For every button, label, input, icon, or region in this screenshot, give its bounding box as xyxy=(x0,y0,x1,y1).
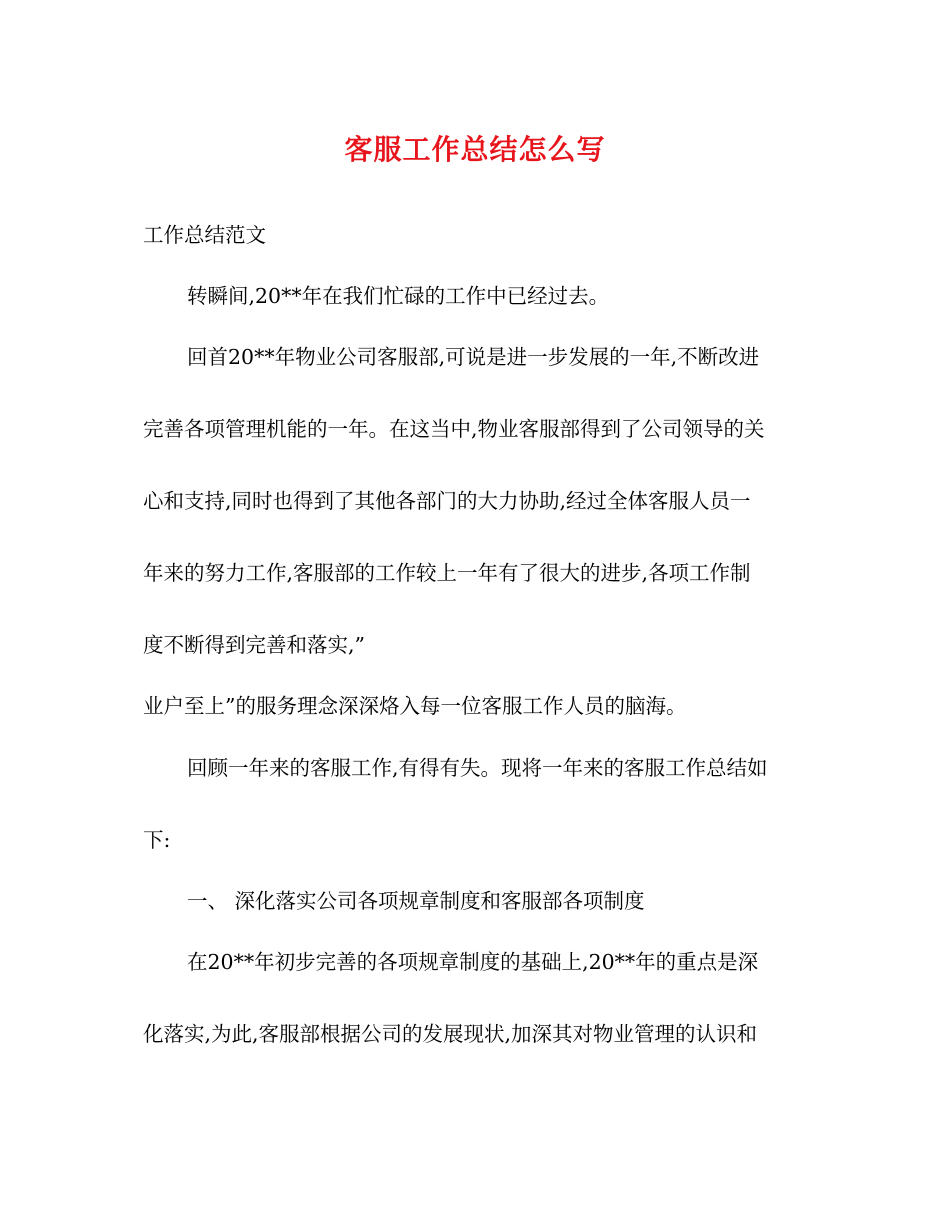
paragraph-line: 下: xyxy=(143,828,171,852)
paragraph-line: 在20**年初步完善的各项规章制度的基础上,20**年的重点是深 xyxy=(187,950,759,974)
document-title: 客服工作总结怎么写 xyxy=(344,133,606,166)
subtitle-line: 工作总结范文 xyxy=(143,223,266,247)
paragraph-line: 完善各项管理机能的一年。在这当中,物业客服部得到了公司领导的关 xyxy=(143,417,765,441)
paragraph-line: 心和支持,同时也得到了其他各部门的大力协助,经过全体客服人员一 xyxy=(143,489,751,513)
paragraph-line: 业户至上”的服务理念深深烙入每一位客服工作人员的脑海。 xyxy=(143,694,687,718)
section-heading: 一、 深化落实公司各项规章制度和客服部各项制度 xyxy=(187,889,645,913)
paragraph-line: 年来的努力工作,客服部的工作较上一年有了很大的进步,各项工作制 xyxy=(143,561,751,585)
paragraph-line: 化落实,为此,客服部根据公司的发展现状,加深其对物业管理的认识和 xyxy=(143,1022,758,1046)
paragraph-line: 回顾一年来的客服工作,有得有失。现将一年来的客服工作总结如 xyxy=(187,756,768,780)
paragraph-line: 度不断得到完善和落实,” xyxy=(143,633,365,657)
paragraph-line: 转瞬间,20**年在我们忙碌的工作中已经过去。 xyxy=(187,284,610,308)
paragraph-line: 回首20**年物业公司客服部,可说是进一步发展的一年,不断改进 xyxy=(187,345,760,369)
